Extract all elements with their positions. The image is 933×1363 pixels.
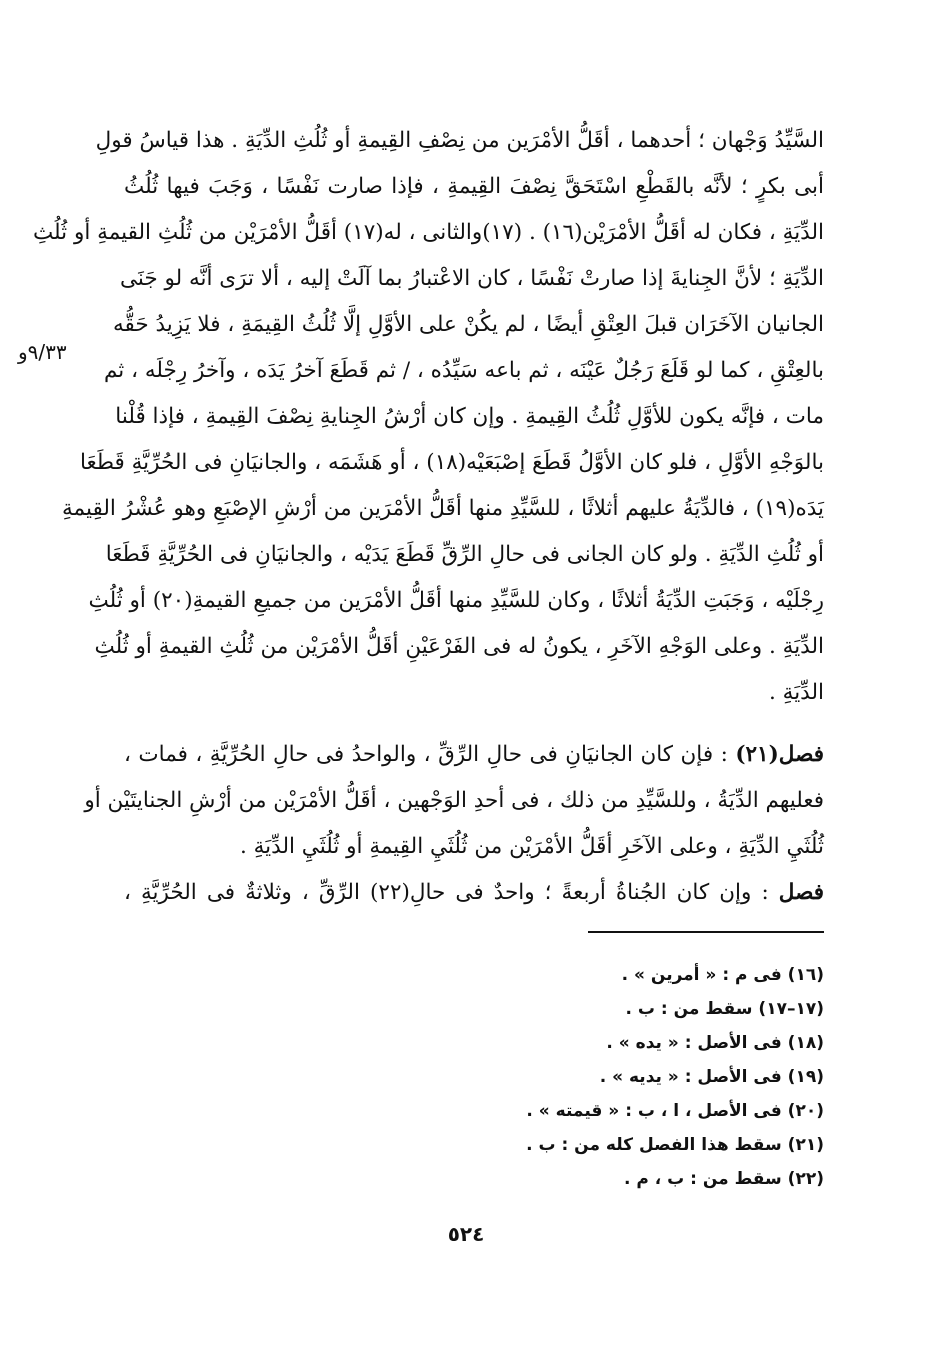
text-line: الدِّيَةِ . (769, 680, 824, 705)
footnote: (٢٢) سقط من : ب ، م . (624, 1169, 824, 1189)
text-run: : فإن كان الجانيَانِ فى حالِ الرِّقِّ ، والواحدُ فى حالِ الحُرِّيَّةِ ، فمات ، (124, 742, 736, 767)
section-heading: فصل (778, 880, 824, 905)
text-line: ثُلُثَيِ الدِّيَةِ ، وعلى الآخَرِ أقَلُّ الأمْرَيْن من ثُلُثَيِ القِيمةِ أو ثُلُثَيِ الدِّيَةِ . (239, 834, 824, 859)
text-line: الدِّيَةِ . وعلى الوَجْهِ الآخَرِ ، يكونُ له فى الفَرْعَيْنِ أقَلُّ الأمْرَيْن من ثُلُثِ القيمةِ أو ثُلُثِ (94, 634, 824, 659)
footnote: (١٩) فى الأصل : « يديه » . (599, 1067, 824, 1087)
text-line: السَّيِّدُ وَجْهان ؛ أحدهما ، أقَلُّ الأمْرَين من نِصْفِ القِيمةِ أو ثُلُثِ الدِّيَةِ . هذا قياسُ قولِ (95, 128, 824, 153)
text-line: يَدَه(١٩) ، فالدِّيَةُ عليهم أثلاثًا ، للسَّيِّدِ منها أقَلُّ الأمْرَين من أرْشِ الإصْبَعِ وهو عُشْرُ القِيمةِ (62, 496, 824, 521)
paragraph-gap (124, 716, 824, 732)
text-line: الجانيان الآخَرَان قبلَ العِتْقِ أيضًا ، لم يكُنْ على الأوَّلِ إلَّا ثُلُثُ القِيمَةِ ، فلا يَزِيدُ حَقُّه (112, 312, 824, 337)
text-line (124, 870, 824, 916)
footnote: (٢٠) فى الأصل ، ا ، ب : « قيمته » . (526, 1101, 824, 1121)
text-line: أو ثُلُثِ الدِّيَةِ . ولو كان الجانى فى حالِ الرِّقِّ قَطَعَ يَدَيْه ، والجانيَانِ فى الحُرِّيَّةِ قَطَعَا (105, 542, 824, 567)
section-heading: فصل(٢١) (735, 742, 824, 767)
paragraph (124, 870, 824, 916)
text-line (124, 732, 824, 778)
footnotes (424, 958, 824, 1196)
text-line: أبى بكرٍ ؛ لأنَّه بالقَطْعِ اسْتَحَقَّ نِصْفَ القِيمةِ ، فإذا صارت نَفْسًا ، وَجَبَ فيها ثُلُثُ (124, 174, 824, 199)
paragraph (84, 732, 824, 870)
text-line: بالوَجْهِ الأوَّلِ ، فلو كان الأوَّلُ قَطَعَ إصْبَعَيْه(١٨) ، أو هَشَمَه ، والجانيَانِ فى الحُرِّيَّةِ قَطَعَا (79, 450, 824, 475)
footnote: (١٨) فى الأصل : « يده » . (606, 1033, 824, 1053)
text-run: : وإن كان الجُناةُ أربعةً ؛ واحدٌ فى حالِ(٢٢) الرِّقِّ ، وثلاثةٌ فى الحُرِّيَّةِ ، (124, 880, 779, 905)
text-line: بالعِتْقِ ، كما لو قَلَعَ رَجُلٌ عَيْنَه ، ثم باعه سَيِّدُه ، / ثم قَطَعَ آخرُ يَدَه ، وآخرُ رِجْلَه ، ثم (104, 358, 824, 383)
text-line: الدِّيَةِ ؛ لأنَّ الجِنايةَ إذا صارتْ نَفْسًا ، كان الاعْتبارُ بما آلَتْ إليه ، ألا ترَى أنَّه لو جَنَى (119, 266, 824, 291)
text-line: رِجْلَيْه ، وَجَبَتِ الدِّيَةُ أثلاثًا ، وكان للسَّيِّدِ منها أقَلُّ الأمْرَين من جميعِ القيمةِ(٢٠) أو ثُلُثِ (88, 588, 824, 613)
text-line: مات ، فإنَّه يكون للأوَّلِ ثُلُثُ القِيمةِ . وإن كان أرْشُ الجِنايةِ نِصْفَ القِيمةِ ، فإذا قُلْنا (115, 404, 824, 429)
footnote: (١٧–١٧) سقط من : ب . (625, 999, 824, 1019)
margin-folio-note: ٩/٣٣و (18, 340, 67, 364)
footnote-separator (588, 931, 824, 933)
text-line: الدِّيَةِ ، فكان له أقَلُّ الأمْرَيْن(١٦) . (١٧)والثانى ، له(١٧) أقَلُّ الأمْرَيْن من ثُلُثِ القيمةِ أو ثُلُثِ (32, 220, 824, 245)
text-line: فعليهم الدِّيَةُ ، وللسَّيِّدِ من ذلك ، فى أحدِ الوَجْهين ، أقَلُّ الأمْرَيْن من أرْشِ الجنايتَيْن أو (84, 788, 824, 813)
footnote: (٢١) سقط هذا الفصل كله من : ب . (526, 1135, 824, 1155)
page-number: ٥٢٤ (447, 1222, 485, 1246)
footnote: (١٦) فى م : « أمرين » . (621, 965, 824, 985)
